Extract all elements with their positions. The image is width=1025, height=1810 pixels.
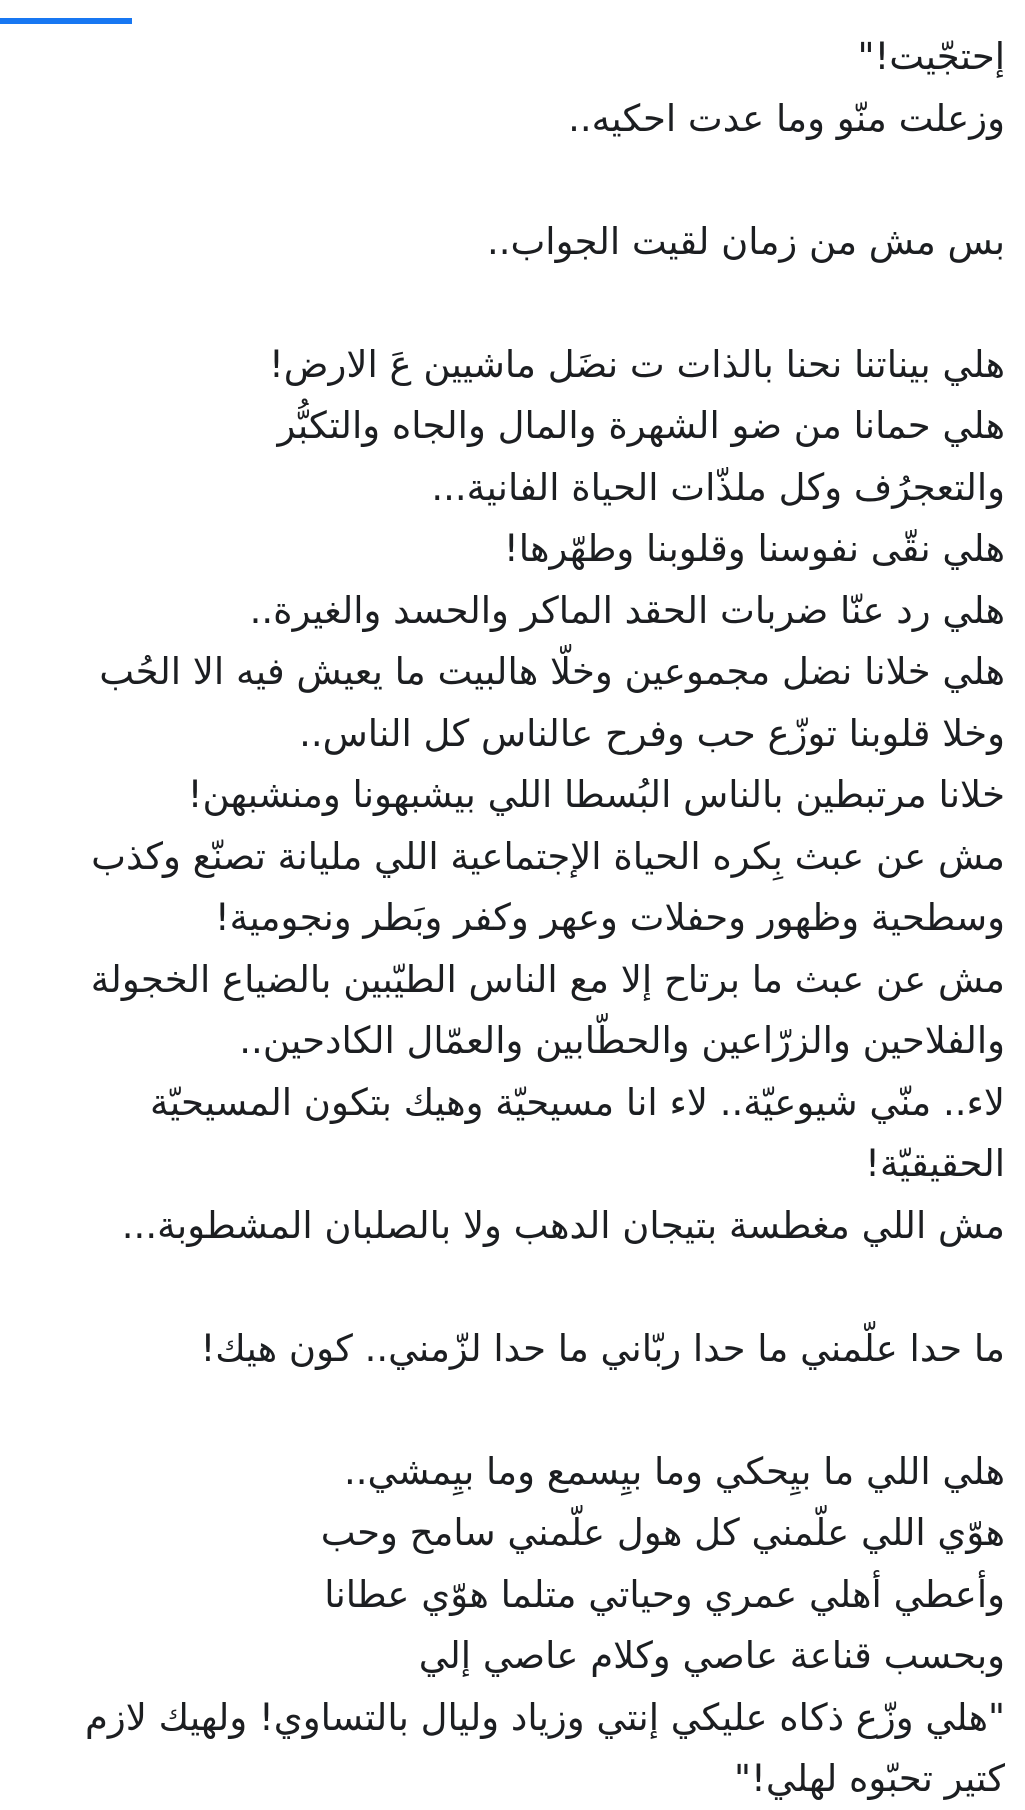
post-line: مش اللي مغطسة بتيجان الدهب ولا بالصلبان المشطوبة... [121,1203,1005,1247]
post-line: وسطحية وظهور وحفلات وعهر وكفر وبَطر ونجومية! [214,896,1005,939]
post-line: وبحسب قناعة عاصي وكلام عاصي إلي [418,1634,1005,1677]
post-line: هلي نقّى نفوسنا وقلوبنا وطهّرها! [503,527,1005,570]
post-line: "هلي وزّع ذكاه عليكي إنتي وزياد وليال بالتساوي! ولهيك لازم [85,1695,1005,1739]
post-line: مش عن عبث بِكره الحياة الإجتماعية اللي مليانة تصنّع وكذب [91,834,1005,878]
post-line: كتير تحبّوه لهلي!" [734,1757,1005,1800]
post-line: خلانا مرتبطين بالناس البُسطا اللي بيشبهونا ومنشبهن! [187,773,1005,816]
post-line-blank [20,272,1005,334]
post-line: الحقيقيّة! [865,1142,1005,1185]
post-line: هلي بيناتنا نحنا بالذات ت نضَل ماشيين عَ الارض! [268,342,1005,386]
post-line: وأعطي أهلي عمري وحياتي متلما هوّي عطانا [324,1572,1005,1616]
post-line: والتعجرُف وكل ملذّات الحياة الفانية... [431,465,1005,509]
post-line: إحتجّيت!" [857,35,1005,78]
post-line-blank [20,1379,1005,1441]
post-line: وخلا قلوبنا توزّع حب وفرح عالناس كل الناس.. [299,711,1005,755]
post-line: والفلاحين والزرّاعين والحطّابين والعمّال الكادحين.. [239,1019,1005,1062]
post-line: هلي اللي ما بيِحكي وما بيِسمع وما بيِمشي.. [344,1449,1005,1493]
top-accent-bar [0,18,132,24]
post-line: هلي خلانا نضل مجموعين وخلّا هالبيت ما يعيش فيه الا الحُب [99,650,1005,693]
post-text [20,26,1005,1810]
post-line: لاء.. منّي شيوعيّة.. لاء انا مسيحيّة وهيك بتكون المسيحيّة [150,1080,1005,1124]
post-line: مش عن عبث ما برتاح إلا مع الناس الطيّبين بالضياع الخجولة [90,957,1005,1001]
post-line: هلي حمانا من ضو الشهرة والمال والجاه والتكبُّر [277,404,1005,447]
post-line: بس مش من زمان لقيت الجواب.. [486,219,1005,263]
post-line: وزعلت منّو وما عدت احكيه.. [568,96,1005,140]
post-line-blank [20,1256,1005,1318]
post-line: ما حدا علّمني ما حدا ربّاني ما حدا لزّمني.. كون هيك! [200,1326,1005,1370]
post-line: هلي رد عنّا ضربات الحقد الماكر والحسد والغيرة.. [249,588,1005,632]
post-line-blank [20,149,1005,211]
post-line: هوّي اللي علّمني كل هول علّمني سامح وحب [320,1511,1005,1554]
